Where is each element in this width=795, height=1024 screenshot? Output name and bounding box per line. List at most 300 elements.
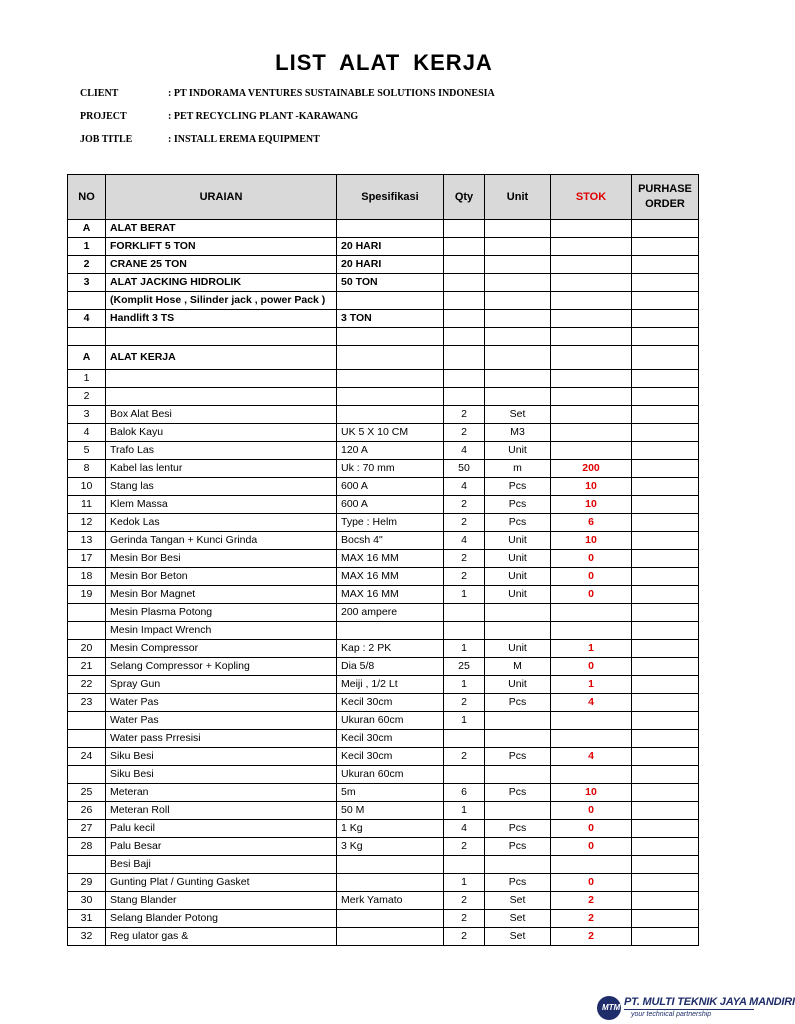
uraian-cell: Stang las <box>106 478 337 496</box>
table-row <box>68 676 699 694</box>
qty-cell: 4 <box>444 478 485 496</box>
purchase-order-cell <box>632 274 699 292</box>
uraian-cell: Water Pas <box>106 712 337 730</box>
no-cell: 10 <box>68 478 106 496</box>
stok-cell: 2 <box>551 910 632 928</box>
no-cell: 21 <box>68 658 106 676</box>
unit-cell: m <box>485 460 551 478</box>
qty-cell <box>444 274 485 292</box>
purchase-order-cell <box>632 856 699 874</box>
stok-cell <box>551 406 632 424</box>
purchase-order-cell <box>632 370 699 388</box>
unit-cell: Pcs <box>485 748 551 766</box>
spec-cell: Uk : 70 mm <box>337 460 444 478</box>
unit-cell <box>485 238 551 256</box>
no-cell: 2 <box>68 388 106 406</box>
stok-cell <box>551 220 632 238</box>
unit-cell <box>485 856 551 874</box>
col-header-unit: Unit <box>485 175 551 220</box>
table-row <box>68 766 699 784</box>
unit-cell: Unit <box>485 442 551 460</box>
qty-cell: 1 <box>444 874 485 892</box>
qty-cell <box>444 856 485 874</box>
uraian-cell <box>106 328 337 346</box>
spec-cell: 200 ampere <box>337 604 444 622</box>
no-cell: A <box>68 220 106 238</box>
purchase-order-cell <box>632 910 699 928</box>
table-row <box>68 424 699 442</box>
qty-cell: 2 <box>444 694 485 712</box>
unit-cell <box>485 712 551 730</box>
spec-cell: Bocsh 4" <box>337 532 444 550</box>
logo-mark-icon: MTM <box>597 996 621 1020</box>
purchase-order-cell <box>632 838 699 856</box>
stok-cell <box>551 424 632 442</box>
qty-cell: 2 <box>444 838 485 856</box>
unit-cell <box>485 292 551 310</box>
unit-cell: Unit <box>485 550 551 568</box>
no-cell <box>68 712 106 730</box>
qty-cell: 4 <box>444 442 485 460</box>
spec-cell: 600 A <box>337 478 444 496</box>
col-header-no: NO <box>68 175 106 220</box>
purchase-order-cell <box>632 730 699 748</box>
col-header-spesifikasi: Spesifikasi <box>337 175 444 220</box>
stok-cell: 0 <box>551 820 632 838</box>
uraian-cell: Mesin Bor Besi <box>106 550 337 568</box>
qty-cell: 2 <box>444 910 485 928</box>
table-row <box>68 346 699 370</box>
unit-cell: M3 <box>485 424 551 442</box>
uraian-cell: Selang Blander Potong <box>106 910 337 928</box>
uraian-cell: Reg ulator gas & <box>106 928 337 946</box>
qty-cell <box>444 766 485 784</box>
table-row <box>68 532 699 550</box>
uraian-cell: Gerinda Tangan + Kunci Grinda <box>106 532 337 550</box>
no-cell: 3 <box>68 274 106 292</box>
uraian-cell: Gunting Plat / Gunting Gasket <box>106 874 337 892</box>
qty-cell: 2 <box>444 496 485 514</box>
table-row <box>68 256 699 274</box>
table-row <box>68 442 699 460</box>
spec-cell: 1 Kg <box>337 820 444 838</box>
spec-cell <box>337 328 444 346</box>
spec-cell: 20 HARI <box>337 256 444 274</box>
unit-cell: Set <box>485 910 551 928</box>
stok-cell <box>551 370 632 388</box>
unit-cell <box>485 256 551 274</box>
table-row <box>68 550 699 568</box>
uraian-cell: FORKLIFT 5 TON <box>106 238 337 256</box>
unit-cell <box>485 622 551 640</box>
table-row <box>68 568 699 586</box>
purchase-order-cell <box>632 928 699 946</box>
purchase-order-cell <box>632 406 699 424</box>
table-body <box>68 220 699 946</box>
table-header-row <box>68 175 699 220</box>
uraian-cell: ALAT KERJA <box>106 346 337 370</box>
qty-cell: 6 <box>444 784 485 802</box>
spec-cell: 20 HARI <box>337 238 444 256</box>
project-value: : PET RECYCLING PLANT -KARAWANG <box>168 111 359 122</box>
table-row <box>68 748 699 766</box>
no-cell: 32 <box>68 928 106 946</box>
stok-cell <box>551 712 632 730</box>
qty-cell: 2 <box>444 406 485 424</box>
uraian-cell: Mesin Plasma Potong <box>106 604 337 622</box>
spec-cell: 3 Kg <box>337 838 444 856</box>
spec-cell: MAX 16 MM <box>337 568 444 586</box>
stok-cell <box>551 238 632 256</box>
purchase-order-cell <box>632 310 699 328</box>
table-row <box>68 730 699 748</box>
stok-cell <box>551 256 632 274</box>
unit-cell: Unit <box>485 568 551 586</box>
uraian-cell: Box Alat Besi <box>106 406 337 424</box>
no-cell: 18 <box>68 568 106 586</box>
purchase-order-cell <box>632 478 699 496</box>
qty-cell: 2 <box>444 550 485 568</box>
table-row <box>68 310 699 328</box>
table-row <box>68 370 699 388</box>
purchase-order-cell <box>632 514 699 532</box>
qty-cell <box>444 370 485 388</box>
no-cell: 24 <box>68 748 106 766</box>
purchase-order-cell <box>632 658 699 676</box>
spec-cell <box>337 406 444 424</box>
qty-cell: 2 <box>444 514 485 532</box>
spec-cell: Ukuran 60cm <box>337 766 444 784</box>
spec-cell: Dia 5/8 <box>337 658 444 676</box>
unit-cell <box>485 766 551 784</box>
company-name: PT. MULTI TEKNIK JAYA MANDIRI <box>624 996 795 1008</box>
stok-cell: 0 <box>551 568 632 586</box>
table-row <box>68 928 699 946</box>
no-cell: 30 <box>68 892 106 910</box>
uraian-cell: Besi Baji <box>106 856 337 874</box>
stok-cell: 0 <box>551 802 632 820</box>
purchase-order-cell <box>632 220 699 238</box>
spec-cell <box>337 370 444 388</box>
col-header-purchase-order: PURHASE ORDER <box>632 175 699 220</box>
no-cell: 29 <box>68 874 106 892</box>
qty-cell: 4 <box>444 532 485 550</box>
uraian-cell: Handlift 3 TS <box>106 310 337 328</box>
uraian-cell: Water pass Prresisi <box>106 730 337 748</box>
stok-cell: 1 <box>551 640 632 658</box>
unit-cell: Pcs <box>485 514 551 532</box>
no-cell: 31 <box>68 910 106 928</box>
spec-cell <box>337 856 444 874</box>
stok-cell: 2 <box>551 928 632 946</box>
purchase-order-cell <box>632 460 699 478</box>
stok-cell <box>551 292 632 310</box>
table-row <box>68 586 699 604</box>
job-title-label: JOB TITLE <box>80 134 133 145</box>
qty-cell: 2 <box>444 748 485 766</box>
qty-cell: 2 <box>444 424 485 442</box>
table-row <box>68 328 699 346</box>
no-cell: 20 <box>68 640 106 658</box>
no-cell <box>68 856 106 874</box>
table-row <box>68 910 699 928</box>
unit-cell <box>485 220 551 238</box>
unit-cell <box>485 346 551 370</box>
qty-cell <box>444 328 485 346</box>
qty-cell: 1 <box>444 640 485 658</box>
spec-cell <box>337 388 444 406</box>
stok-cell: 4 <box>551 748 632 766</box>
spec-cell: 50 M <box>337 802 444 820</box>
no-cell: 27 <box>68 820 106 838</box>
purchase-order-cell <box>632 712 699 730</box>
unit-cell: Pcs <box>485 478 551 496</box>
table-row <box>68 478 699 496</box>
uraian-cell: Stang Blander <box>106 892 337 910</box>
unit-cell <box>485 730 551 748</box>
stok-cell: 0 <box>551 658 632 676</box>
uraian-cell: Balok Kayu <box>106 424 337 442</box>
uraian-cell: Trafo Las <box>106 442 337 460</box>
qty-cell <box>444 256 485 274</box>
spec-cell: 5m <box>337 784 444 802</box>
stok-cell <box>551 856 632 874</box>
unit-cell: Pcs <box>485 838 551 856</box>
unit-cell: Set <box>485 892 551 910</box>
uraian-cell: Selang Compressor + Kopling <box>106 658 337 676</box>
no-cell: 8 <box>68 460 106 478</box>
no-cell: 4 <box>68 310 106 328</box>
stok-cell: 0 <box>551 586 632 604</box>
uraian-cell: Kedok Las <box>106 514 337 532</box>
qty-cell: 2 <box>444 568 485 586</box>
qty-cell: 2 <box>444 892 485 910</box>
unit-cell <box>485 604 551 622</box>
table-row <box>68 712 699 730</box>
stok-cell: 10 <box>551 784 632 802</box>
purchase-order-cell <box>632 496 699 514</box>
no-cell: 17 <box>68 550 106 568</box>
spec-cell <box>337 622 444 640</box>
stok-cell <box>551 766 632 784</box>
uraian-cell: Meteran Roll <box>106 802 337 820</box>
table-row <box>68 874 699 892</box>
purchase-order-cell <box>632 784 699 802</box>
logo-divider <box>624 1009 754 1010</box>
table-row <box>68 856 699 874</box>
stok-cell: 10 <box>551 478 632 496</box>
table-row <box>68 388 699 406</box>
uraian-cell: Spray Gun <box>106 676 337 694</box>
unit-cell: Unit <box>485 586 551 604</box>
spec-cell: Merk Yamato <box>337 892 444 910</box>
stok-cell <box>551 604 632 622</box>
spec-cell <box>337 928 444 946</box>
stok-cell <box>551 346 632 370</box>
table-row <box>68 274 699 292</box>
stok-cell: 6 <box>551 514 632 532</box>
uraian-cell: Mesin Bor Magnet <box>106 586 337 604</box>
uraian-cell <box>106 370 337 388</box>
purchase-order-cell <box>632 748 699 766</box>
purchase-order-cell <box>632 694 699 712</box>
purchase-order-cell <box>632 346 699 370</box>
no-cell: 26 <box>68 802 106 820</box>
unit-cell: Pcs <box>485 496 551 514</box>
no-cell: 28 <box>68 838 106 856</box>
uraian-cell: ALAT BERAT <box>106 220 337 238</box>
no-cell: 1 <box>68 370 106 388</box>
qty-cell <box>444 310 485 328</box>
stok-cell <box>551 442 632 460</box>
spec-cell: Kecil 30cm <box>337 730 444 748</box>
purchase-order-cell <box>632 892 699 910</box>
uraian-cell: Siku Besi <box>106 766 337 784</box>
uraian-cell: CRANE 25 TON <box>106 256 337 274</box>
stok-cell: 4 <box>551 694 632 712</box>
uraian-cell: Water Pas <box>106 694 337 712</box>
purchase-order-cell <box>632 256 699 274</box>
uraian-cell: ALAT JACKING HIDROLIK <box>106 274 337 292</box>
spec-cell <box>337 874 444 892</box>
purchase-order-cell <box>632 586 699 604</box>
col-header-qty: Qty <box>444 175 485 220</box>
uraian-cell <box>106 388 337 406</box>
purchase-order-cell <box>632 622 699 640</box>
no-cell: 11 <box>68 496 106 514</box>
qty-cell: 2 <box>444 928 485 946</box>
table-row <box>68 496 699 514</box>
stok-cell: 0 <box>551 550 632 568</box>
spec-cell: Kap : 2 PK <box>337 640 444 658</box>
qty-cell <box>444 238 485 256</box>
table-row <box>68 622 699 640</box>
no-cell: 13 <box>68 532 106 550</box>
purchase-order-cell <box>632 820 699 838</box>
spec-cell: MAX 16 MM <box>337 550 444 568</box>
unit-cell: Unit <box>485 640 551 658</box>
purchase-order-cell <box>632 604 699 622</box>
uraian-cell: Palu kecil <box>106 820 337 838</box>
stok-cell <box>551 730 632 748</box>
job-title-value: : INSTALL EREMA EQUIPMENT <box>168 134 320 145</box>
table-row <box>68 892 699 910</box>
table-row <box>68 694 699 712</box>
unit-cell <box>485 274 551 292</box>
unit-cell <box>485 328 551 346</box>
no-cell: 1 <box>68 238 106 256</box>
qty-cell <box>444 292 485 310</box>
no-cell <box>68 328 106 346</box>
no-cell: A <box>68 346 106 370</box>
stok-cell: 0 <box>551 874 632 892</box>
unit-cell: Pcs <box>485 694 551 712</box>
spec-cell <box>337 910 444 928</box>
no-cell: 23 <box>68 694 106 712</box>
table-row <box>68 292 699 310</box>
purchase-order-cell <box>632 424 699 442</box>
unit-cell <box>485 802 551 820</box>
spec-cell: Type : Helm <box>337 514 444 532</box>
stok-cell <box>551 274 632 292</box>
qty-cell: 1 <box>444 586 485 604</box>
no-cell: 12 <box>68 514 106 532</box>
spec-cell: 120 A <box>337 442 444 460</box>
table-row <box>68 460 699 478</box>
purchase-order-cell <box>632 532 699 550</box>
purchase-order-cell <box>632 676 699 694</box>
table-row <box>68 514 699 532</box>
client-value: : PT INDORAMA VENTURES SUSTAINABLE SOLUTIONS INDONESIA <box>168 88 495 99</box>
table-row <box>68 640 699 658</box>
company-logo <box>597 996 795 1022</box>
qty-cell: 1 <box>444 712 485 730</box>
no-cell: 22 <box>68 676 106 694</box>
purchase-order-cell <box>632 568 699 586</box>
spec-cell: Kecil 30cm <box>337 694 444 712</box>
table-row <box>68 604 699 622</box>
purchase-order-cell <box>632 292 699 310</box>
qty-cell: 1 <box>444 802 485 820</box>
unit-cell: Pcs <box>485 784 551 802</box>
qty-cell: 25 <box>444 658 485 676</box>
table-row <box>68 784 699 802</box>
uraian-cell: Kabel las lentur <box>106 460 337 478</box>
purchase-order-cell <box>632 766 699 784</box>
stok-cell: 0 <box>551 838 632 856</box>
spec-cell: 600 A <box>337 496 444 514</box>
uraian-cell: Meteran <box>106 784 337 802</box>
table-row <box>68 406 699 424</box>
qty-cell <box>444 220 485 238</box>
purchase-order-cell <box>632 640 699 658</box>
qty-cell: 4 <box>444 820 485 838</box>
qty-cell <box>444 622 485 640</box>
no-cell: 5 <box>68 442 106 460</box>
unit-cell: M <box>485 658 551 676</box>
purchase-order-cell <box>632 238 699 256</box>
uraian-cell: Mesin Compressor <box>106 640 337 658</box>
no-cell: 25 <box>68 784 106 802</box>
no-cell: 3 <box>68 406 106 424</box>
no-cell <box>68 604 106 622</box>
table-row <box>68 820 699 838</box>
spec-cell <box>337 292 444 310</box>
no-cell <box>68 766 106 784</box>
stok-cell <box>551 388 632 406</box>
no-cell: 19 <box>68 586 106 604</box>
qty-cell <box>444 346 485 370</box>
unit-cell: Pcs <box>485 874 551 892</box>
spec-cell <box>337 346 444 370</box>
spec-cell: 50 TON <box>337 274 444 292</box>
qty-cell <box>444 604 485 622</box>
uraian-cell: (Komplit Hose , Silinder jack , power Pack ) <box>106 292 337 310</box>
no-cell <box>68 292 106 310</box>
spec-cell: Ukuran 60cm <box>337 712 444 730</box>
unit-cell: Set <box>485 928 551 946</box>
qty-cell <box>444 388 485 406</box>
purchase-order-cell <box>632 328 699 346</box>
no-cell <box>68 730 106 748</box>
stok-cell <box>551 310 632 328</box>
table-row <box>68 658 699 676</box>
table-row <box>68 802 699 820</box>
qty-cell <box>444 730 485 748</box>
uraian-cell: Siku Besi <box>106 748 337 766</box>
uraian-cell: Klem Massa <box>106 496 337 514</box>
unit-cell: Set <box>485 406 551 424</box>
